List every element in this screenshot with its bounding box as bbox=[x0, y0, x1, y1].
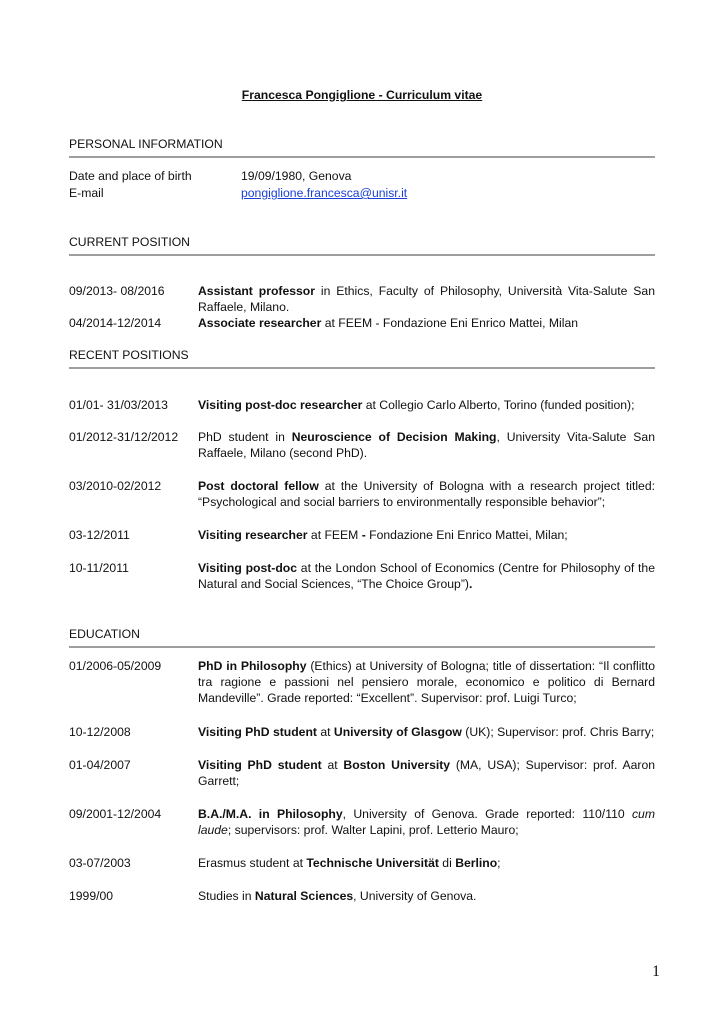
entry-description: Erasmus student at Technische Universität di Berlino; bbox=[198, 856, 501, 870]
education-entry bbox=[69, 888, 655, 904]
entry-description: Visiting post-doc researcher at Collegio Carlo Alberto, Torino (funded position); bbox=[198, 398, 635, 412]
entry-date: 03/2010-02/2012 bbox=[69, 479, 162, 493]
recent-entry bbox=[69, 478, 655, 510]
entry-description: PhD student in Neuroscience of Decision Making, University Vita-Salute San Raffaele, Milano (second PhD). bbox=[198, 430, 655, 460]
entry-date: 10-11/2011 bbox=[69, 561, 129, 575]
recent-entry bbox=[69, 527, 655, 543]
recent-entry bbox=[69, 560, 655, 592]
section-heading-personal: PERSONAL INFORMATION bbox=[69, 136, 655, 158]
education-entry bbox=[69, 806, 655, 838]
page-number: 1 bbox=[652, 963, 660, 980]
entry-date: 1999/00 bbox=[69, 889, 114, 903]
entry-description: Visiting researcher at FEEM - Fondazione Eni Enrico Mattei, Milan; bbox=[198, 528, 568, 542]
entry-date: 09/2013- 08/2016 bbox=[69, 284, 165, 298]
document-title: Francesca Pongiglione - Curriculum vitae bbox=[241, 88, 483, 102]
entry-description: Visiting PhD student at Boston University (MA, USA); Supervisor: prof. Aaron Garrett; bbox=[198, 758, 655, 788]
education-entry bbox=[69, 855, 655, 871]
education-entry bbox=[69, 724, 655, 740]
entry-description: Visiting PhD student at University of Glasgow (UK); Supervisor: prof. Chris Barry; bbox=[198, 725, 655, 739]
section-heading-recent: RECENT POSITIONS bbox=[69, 347, 655, 369]
entry-description: Visiting post-doc at the London School of Economics (Centre for Philosophy of the Natural and Social Sciences, “The Choice Group”). bbox=[198, 561, 655, 591]
birth-row bbox=[69, 168, 655, 184]
education-entry bbox=[69, 757, 655, 789]
entry-description: B.A./M.A. in Philosophy, University of Genova. Grade reported: 110/110 cum laude; supervisors: prof. Walter Lapini, prof. Letterio Mauro; bbox=[198, 807, 655, 837]
entry-date: 01-04/2007 bbox=[69, 758, 131, 772]
birth-label: Date and place of birth bbox=[69, 169, 192, 183]
entry-description: Studies in Natural Sciences, University of Genova. bbox=[198, 889, 477, 903]
entry-date: 03-12/2011 bbox=[69, 528, 130, 542]
current-entry bbox=[69, 315, 655, 331]
email-label: E-mail bbox=[69, 186, 104, 200]
entry-date: 09/2001-12/2004 bbox=[69, 807, 162, 821]
entry-description: Post doctoral fellow at the University of Bologna with a research project titled: “Psychological and social barriers to environmentally responsible behavior”; bbox=[198, 479, 656, 509]
entry-description: PhD in Philosophy (Ethics) at University of Bologna; title of dissertation: “Il conflitto tra ragione e passioni nel pensiero morale, economico e politico di Bernard Mandeville”. Grade reported: “Excellent”. Supervisor: prof. Luigi Turco; bbox=[198, 659, 655, 705]
education-entry bbox=[69, 658, 655, 706]
entry-date: 10-12/2008 bbox=[69, 725, 131, 739]
birth-value: 19/09/1980, Genova bbox=[241, 169, 352, 183]
entry-description: Assistant professor in Ethics, Faculty of Philosophy, Università Vita-Salute San Raffaele, Milano. bbox=[198, 284, 655, 314]
entry-date: 01/01- 31/03/2013 bbox=[69, 398, 168, 412]
email-row bbox=[69, 185, 655, 201]
entry-date: 01/2012-31/12/2012 bbox=[69, 430, 179, 444]
email-link[interactable]: pongiglione.francesca@unisr.it bbox=[241, 186, 408, 200]
entry-date: 01/2006-05/2009 bbox=[69, 659, 162, 673]
current-entry bbox=[69, 283, 655, 315]
section-heading-education: EDUCATION bbox=[69, 626, 655, 648]
entry-description: Associate researcher at FEEM - Fondazione Eni Enrico Mattei, Milan bbox=[198, 316, 579, 330]
recent-entry bbox=[69, 429, 655, 461]
entry-date: 04/2014-12/2014 bbox=[69, 316, 162, 330]
recent-entry bbox=[69, 397, 655, 413]
entry-date: 03-07/2003 bbox=[69, 856, 131, 870]
section-heading-current: CURRENT POSITION bbox=[69, 234, 655, 256]
